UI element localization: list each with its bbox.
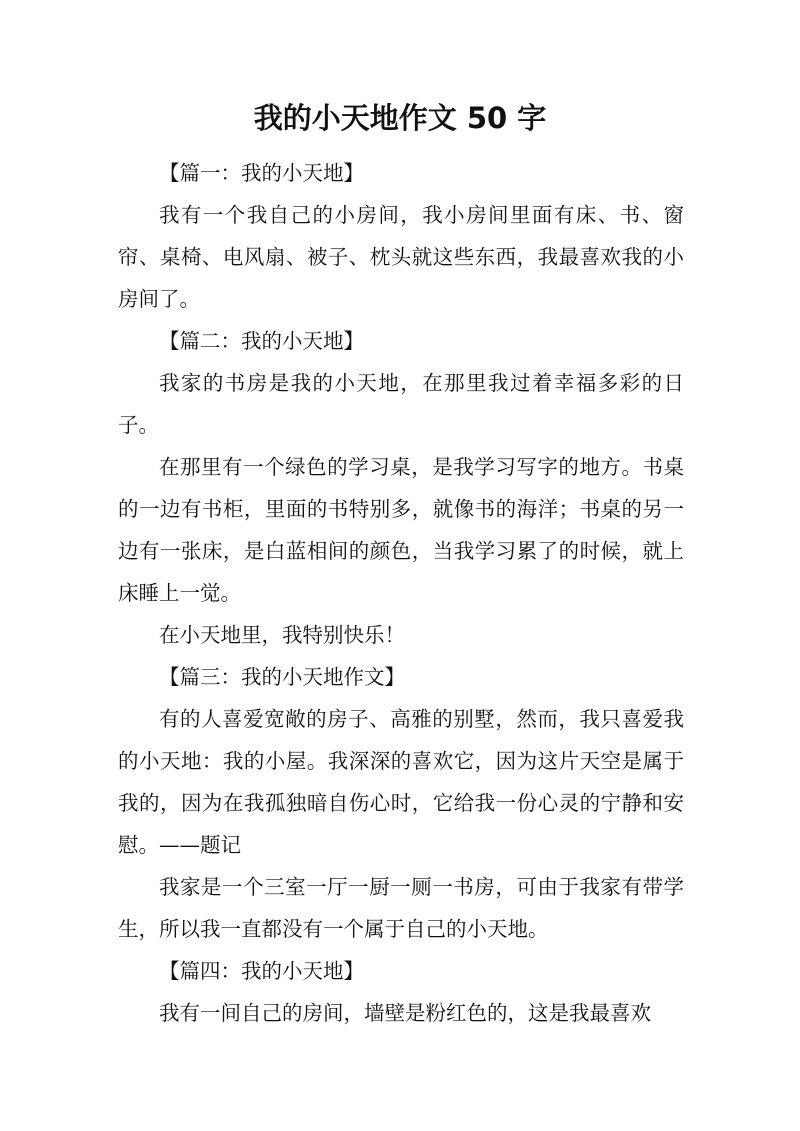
section-heading-3: 【篇三：我的小天地作文】 [159,665,405,689]
paragraph: 在小天地里，我特别快乐！ [159,623,405,647]
section-heading-2: 【篇二：我的小天地】 [159,329,364,353]
section-heading-4: 【篇四：我的小天地】 [159,959,364,983]
paragraph: 我有一个我自己的小房间，我小房间里面有床、书、窗帘、桌椅、电风扇、被子、枕头就这些东西，我最喜欢我的小房间了。 [118,203,684,311]
paragraph: 在那里有一个绿色的学习桌，是我学习写字的地方。书桌的一边有书柜，里面的书特别多，就像书的海洋；书桌的另一边有一张床，是白蓝相间的颜色，当我学习累了的时候，就上床睡上一觉。 [118,455,684,605]
document-body [118,152,684,1034]
paragraph: 我家是一个三室一厅一厨一厕一书房，可由于我家有带学生，所以我一直都没有一个属于自己的小天地。 [118,875,684,941]
section-heading-1: 【篇一：我的小天地】 [159,161,364,185]
paragraph: 我有一间自己的房间，墙壁是粉红色的，这是我最喜欢 [159,1001,651,1025]
document-title: 我的小天地作文 50 字 [253,101,547,135]
paragraph: 我家的书房是我的小天地，在那里我过着幸福多彩的日子。 [118,371,684,437]
paragraph: 有的人喜爱宽敞的房子、高雅的别墅，然而，我只喜爱我的小天地：我的小屋。我深深的喜欢它，因为这片天空是属于我的，因为在我孤独暗自伤心时，它给我一份心灵的宁静和安慰。——题记 [118,707,684,857]
